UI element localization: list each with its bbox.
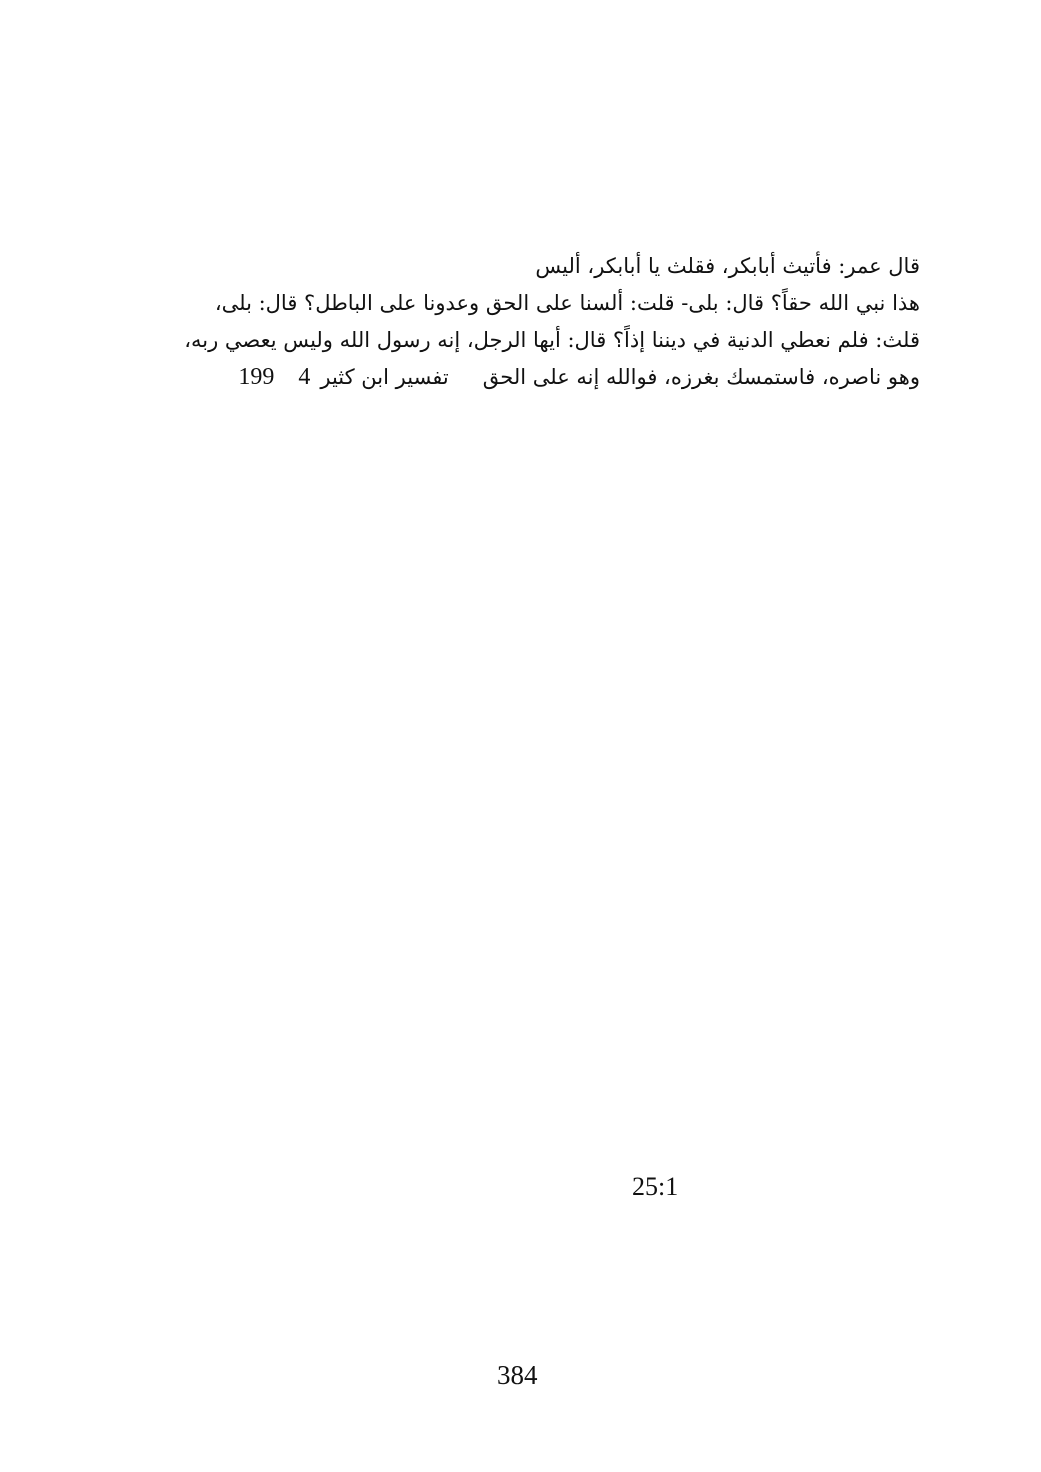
paragraph-line-2: هذا نبي الله حقاً؟ قال: بلى- قلت: ألسنا على الحق وعدونا على الباطل؟ قال: بلى، bbox=[214, 291, 920, 315]
citation-page: 199 bbox=[238, 364, 275, 390]
citation-volume: 4 bbox=[298, 364, 311, 390]
verse-reference: 25:1 bbox=[632, 1172, 679, 1201]
paragraph-line-4 bbox=[120, 359, 920, 396]
paragraph-line-1: قال عمر: فأتيث أبابكر، فقلث يا أبابكر، أليس bbox=[535, 254, 920, 278]
paragraph-line-4-text: وهو ناصره، فاستمسك بغرزه، فوالله إنه على الحق bbox=[482, 365, 920, 389]
page-number: 384 bbox=[497, 1360, 538, 1390]
paragraph-line-3: قلث: فلم نعطي الدنية في ديننا إذاً؟ قال: أيها الرجل، إنه رسول الله وليس يعصي ربه، bbox=[184, 328, 920, 352]
quote-paragraph bbox=[120, 248, 920, 396]
citation-book: تفسير ابن كثير bbox=[320, 365, 449, 389]
citation bbox=[238, 359, 448, 396]
